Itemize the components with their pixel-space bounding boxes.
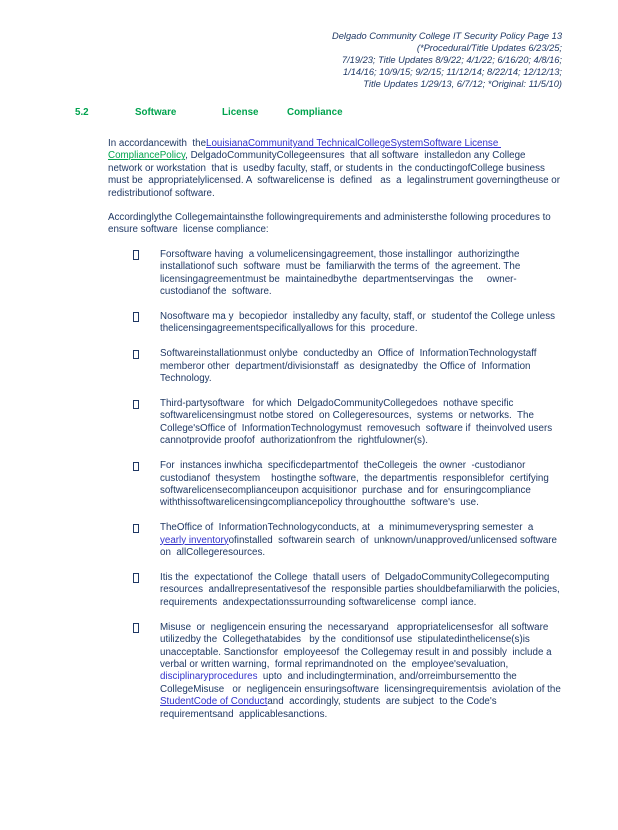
bullet-marker-cell [108, 522, 160, 559]
missing-glyph-box-icon [133, 573, 139, 583]
list-item [108, 249, 562, 299]
bullet-marker-cell [108, 622, 160, 721]
header-line: 1/14/16; 10/9/15; 9/2/15; 11/12/14; 8/22/14; 12/12/13; [342, 67, 562, 77]
bullet-text [160, 398, 562, 448]
list-item [108, 622, 562, 721]
yearly-inventory-link[interactable]: yearly inventory [160, 534, 229, 546]
bullet-text [160, 460, 562, 510]
section-title-word: Software [135, 107, 177, 118]
intro-paragraph [108, 138, 566, 200]
bullet-text: Nosoftware ma y becopiedor installedby any faculty, staff, or studentof the College unless thelicensingagreementspecificallyallows for this procedure. [160, 310, 561, 335]
paragraph-text: , DelgadoCommunityCollegeensures that all software installedon any College network or workstation that is usedby faculty, staff, or students in the conductingofCollege business must be appropriatelylicensed. A softwarelicense is defined as a legalinstrument governingtheuse or redistributionof software. [108, 150, 566, 199]
list-item [108, 348, 562, 385]
bullet-marker-cell [108, 348, 160, 385]
bullet-text: Softwareinstallationmust onlybe conductedby an Office of InformationTechnologystaff memberor other department/divisionstaff as designatedby the Office of Information Technology. [160, 348, 540, 385]
document-body [108, 138, 566, 721]
bullet-text: and accordingly, students are subject to the Code's requirementsand applicablesanctions. [160, 696, 500, 720]
list-item [108, 522, 562, 559]
list-item [108, 311, 562, 336]
list-item [108, 460, 562, 510]
missing-glyph-box-icon [133, 350, 139, 360]
paragraph-text: Accordinglythe Collegemaintainsthe followingrequirements and administersthe following procedures to ensure software license compliance: [108, 212, 554, 236]
bullet-text [160, 572, 562, 609]
list-item [108, 572, 562, 609]
student-code-of-conduct-link[interactable]: StudentCode of Conduct [160, 696, 268, 708]
bullet-marker-cell [108, 460, 160, 510]
bullet-text [160, 522, 562, 559]
bullet-text: ofinstalled softwarein search of unknown/unapproved/unlicensed software on allCollegeresources. [160, 534, 563, 559]
section-number: 5.2 [75, 107, 89, 118]
missing-glyph-box-icon [133, 524, 139, 534]
bullet-text: Itis the expectationof the College thatall users of DelgadoCommunityCollegecomputing resources andallrepresentativesof the responsible parties shouldbefamiliarwith the policies, requirements andexpectationssurrounding softwarelicense compl iance. [160, 571, 563, 608]
header-line: (*Procedural/Title Updates 6/23/25; [416, 43, 562, 53]
header-line: 7/19/23; Title Updates 8/9/22; 4/1/22; 6/16/20; 4/8/16; [341, 55, 562, 65]
section-title-word: License [222, 107, 259, 118]
bullet-marker-cell [108, 311, 160, 336]
compliance-policy-link[interactable]: CompliancePolicy [108, 150, 186, 162]
bullet-text [160, 622, 562, 721]
document-header [0, 30, 562, 90]
bullet-text: TheOffice of InformationTechnologyconducts, at a minimumeveryspring semester a [160, 522, 537, 534]
header-line: Title Updates 1/29/13, 6/7/12; *Original: 11/5/10) [363, 79, 562, 89]
bullet-text: upto and includingtermination, and/orreimbursementto the CollegeMisuse or negligencein ensuringsoftware licensingrequirementsis aviolation of the [160, 671, 564, 695]
disciplinary-procedures-link[interactable]: disciplinaryprocedures [160, 671, 258, 683]
bullet-text: Third-partysoftware for which DelgadoCommunityCollegedoes nothave specific softwarelicensingmust notbe stored on Collegeresources, systems or networks. The College'sOffice of InformationTechnologymust removesuch software if theinvolved users cannotprovide proofof authorizationfrom the rightfulowner(s). [160, 398, 558, 447]
missing-glyph-box-icon [133, 400, 139, 410]
bullet-text [160, 311, 562, 336]
bullet-text [160, 249, 562, 299]
bullet-marker-cell [108, 249, 160, 299]
lctcs-software-license-policy-link[interactable]: LouisianaCommunityand TechnicalCollegeSystemSoftware License [206, 138, 502, 149]
bullet-list [108, 249, 562, 721]
bullet-text: Misuse or negligencein ensuring the necessaryand appropriatelicensesfor all software utilizedby the Collegethatabides by the conditionsof use stipulatedinthelicense(s)is unacceptable. Sanctionsfor employeesof the Collegemay result in and possibly include a verbal or written warning, formal reprimandnoted on the employee'sevaluation, [160, 621, 555, 670]
missing-glyph-box-icon [133, 312, 139, 322]
section-title-word: Compliance [287, 107, 343, 118]
list-item [108, 398, 562, 448]
bullet-text [160, 348, 562, 385]
requirements-paragraph [108, 212, 562, 237]
missing-glyph-box-icon [133, 623, 139, 633]
bullet-text: For instances inwhicha specificdepartmentof theCollegeis the owner -custodianor custodianof thesystem hostingthe software, the departmentis responsiblefor certifying softwarelicensecomplianceupon acquisitionor purchase and for ensuringcompliance withthissoftwarelicensingcompliancepolicy throughoutthe software's use. [160, 460, 552, 509]
paragraph-text: In accordancewith the [108, 138, 207, 149]
missing-glyph-box-icon [133, 250, 139, 260]
bullet-marker-cell [108, 398, 160, 448]
bullet-marker-cell [108, 572, 160, 609]
section-heading [75, 107, 618, 118]
document-page [0, 30, 618, 830]
bullet-text: Forsoftware having a volumelicensingagreement, those installingor authorizingthe installationof such software must be familiarwith the terms of the agreement. The licensingagreementmust be maintainedbythe departmentservingas the owner-custodianof the software. [160, 248, 524, 298]
missing-glyph-box-icon [133, 462, 139, 472]
header-line: Delgado Community College IT Security Policy Page 13 [332, 31, 562, 41]
